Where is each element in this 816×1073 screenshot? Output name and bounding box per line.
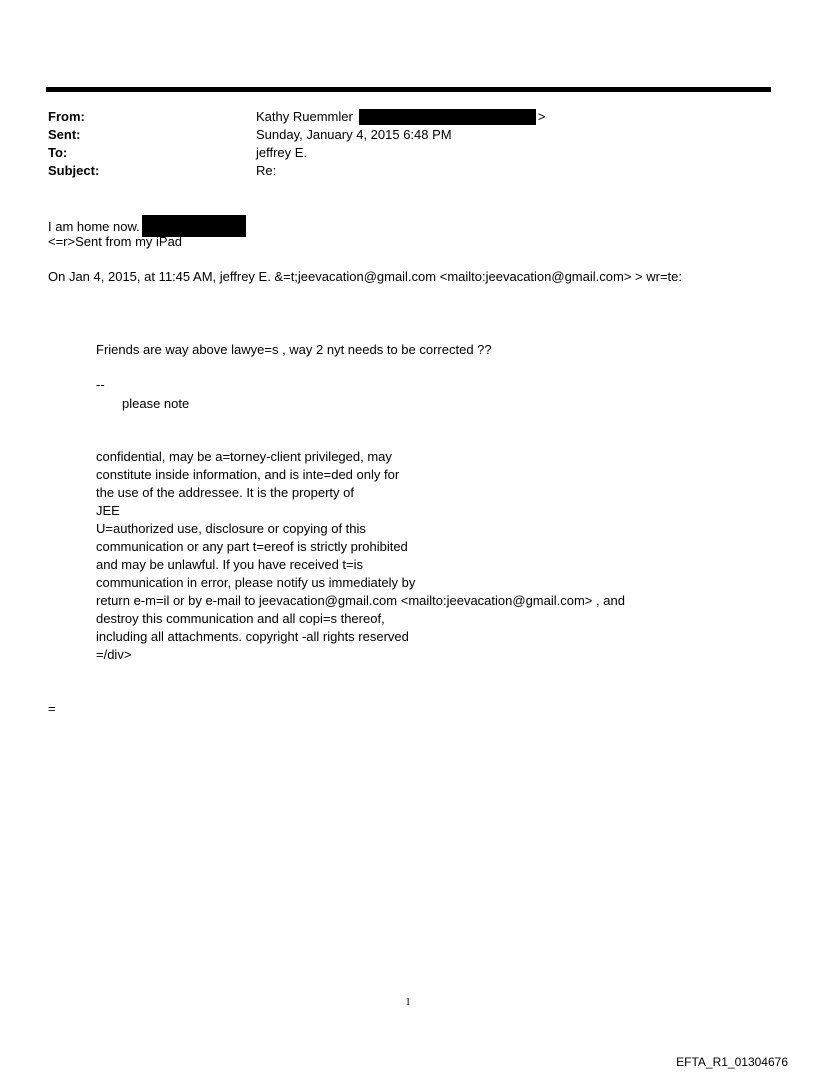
disclaimer-line: destroy this communication and all copi=s thereof, [96,611,385,626]
from-value: Kathy Ruemmler [256,109,353,124]
sent-value: Sunday, January 4, 2015 6:48 PM [256,127,452,142]
signature-dash-block [96,376,105,394]
quoted-message-block [96,341,492,359]
disclaimer-line: communication or any part t=ereof is strictly prohibited [96,539,408,554]
disclaimer-block [96,448,625,664]
please-note: please note [122,396,190,411]
signature-dash: -- [96,377,105,392]
reply-text: I am home now. [48,219,140,234]
sent-label: Sent: [48,127,81,142]
reply-body [48,215,246,251]
to-row [48,144,545,162]
trailing-char: = [48,701,56,716]
disclaimer-line: confidential, may be a=torney-client privileged, may [96,449,392,464]
page-number: 1 [405,996,411,1008]
quote-intro-block [48,268,682,286]
subject-row [48,162,545,180]
disclaimer-line: U=authorized use, disclosure or copying of this [96,521,366,536]
trailing-block [48,700,56,718]
sent-row [48,126,545,144]
header-rule [46,87,771,92]
disclaimer-line: including all attachments. copyright -all rights reserved [96,629,409,644]
reply-signature: <=r>Sent from my iPad [48,234,183,249]
disclaimer-line: communication in error, please notify us immediately by [96,575,416,590]
disclaimer-line: the use of the addressee. It is the property of [96,485,354,500]
from-close: > [537,109,546,124]
disclaimer-line: return e-m=il or by e-mail to jeevacation@gmail.com <mailto:jeevacation@gmail.com> , and [96,593,625,608]
reply-line [48,215,246,233]
subject-value: Re: [256,163,277,178]
to-value: jeffrey E. [256,145,308,160]
email-header [48,108,545,180]
subject-label: Subject: [48,163,100,178]
disclaimer-line: and may be unlawful. If you have received t=is [96,557,364,572]
to-label: To: [48,145,68,160]
document-id: EFTA_R1_01304676 [676,1055,788,1069]
redaction-box [359,109,536,125]
quoted-message: Friends are way above lawye=s , way 2 nyt needs to be corrected ?? [96,342,492,357]
quote-intro: On Jan 4, 2015, at 11:45 AM, jeffrey E. &=t;jeevacation@gmail.com <mailto:jeevacation@gmail.com> > wr=te: [48,269,682,284]
from-row [48,108,545,126]
from-label: From: [48,109,85,124]
from-value-wrap [256,108,545,126]
please-note-block [122,395,189,413]
disclaimer-line: =/div> [96,647,132,662]
disclaimer-line: constitute inside information, and is inte=ded only for [96,467,400,482]
disclaimer-line: JEE [96,503,120,518]
